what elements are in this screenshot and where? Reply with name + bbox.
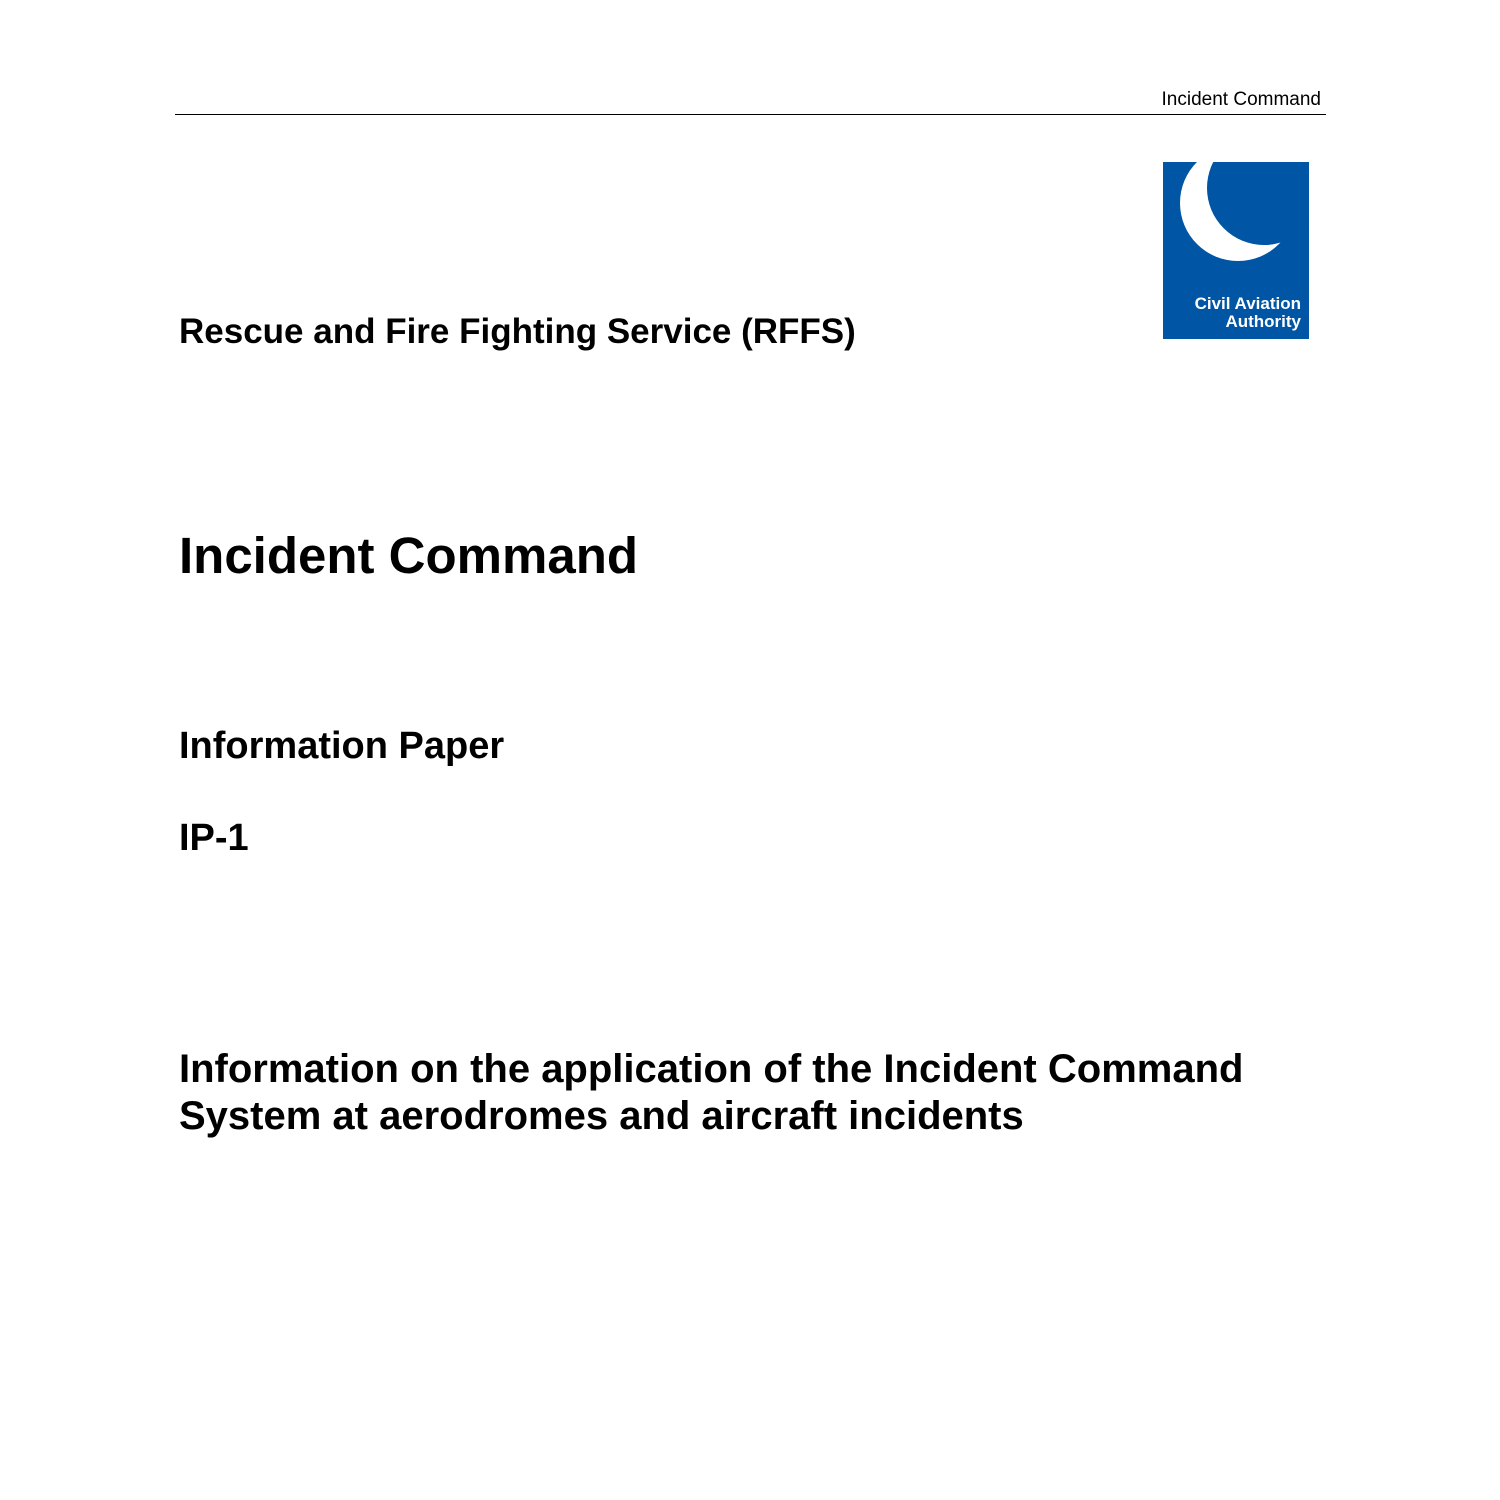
service-heading: Rescue and Fire Fighting Service (RFFS): [179, 312, 856, 351]
document-description: [179, 1046, 1329, 1140]
description-line-2: System at aerodromes and aircraft incidents: [179, 1094, 1024, 1138]
description-line-1: Information on the application of the Incident Command: [179, 1047, 1244, 1091]
paper-type: Information Paper: [179, 725, 505, 767]
running-header: Incident Command: [1161, 89, 1321, 110]
caa-logo: [1163, 162, 1309, 339]
paper-number: IP-1: [179, 817, 249, 859]
header-divider: [175, 114, 1326, 115]
document-title: Incident Command: [179, 527, 639, 584]
logo-line-2: Authority: [1225, 312, 1301, 331]
logo-wordmark: [1195, 295, 1301, 331]
logo-line-1: Civil Aviation: [1194, 294, 1301, 313]
